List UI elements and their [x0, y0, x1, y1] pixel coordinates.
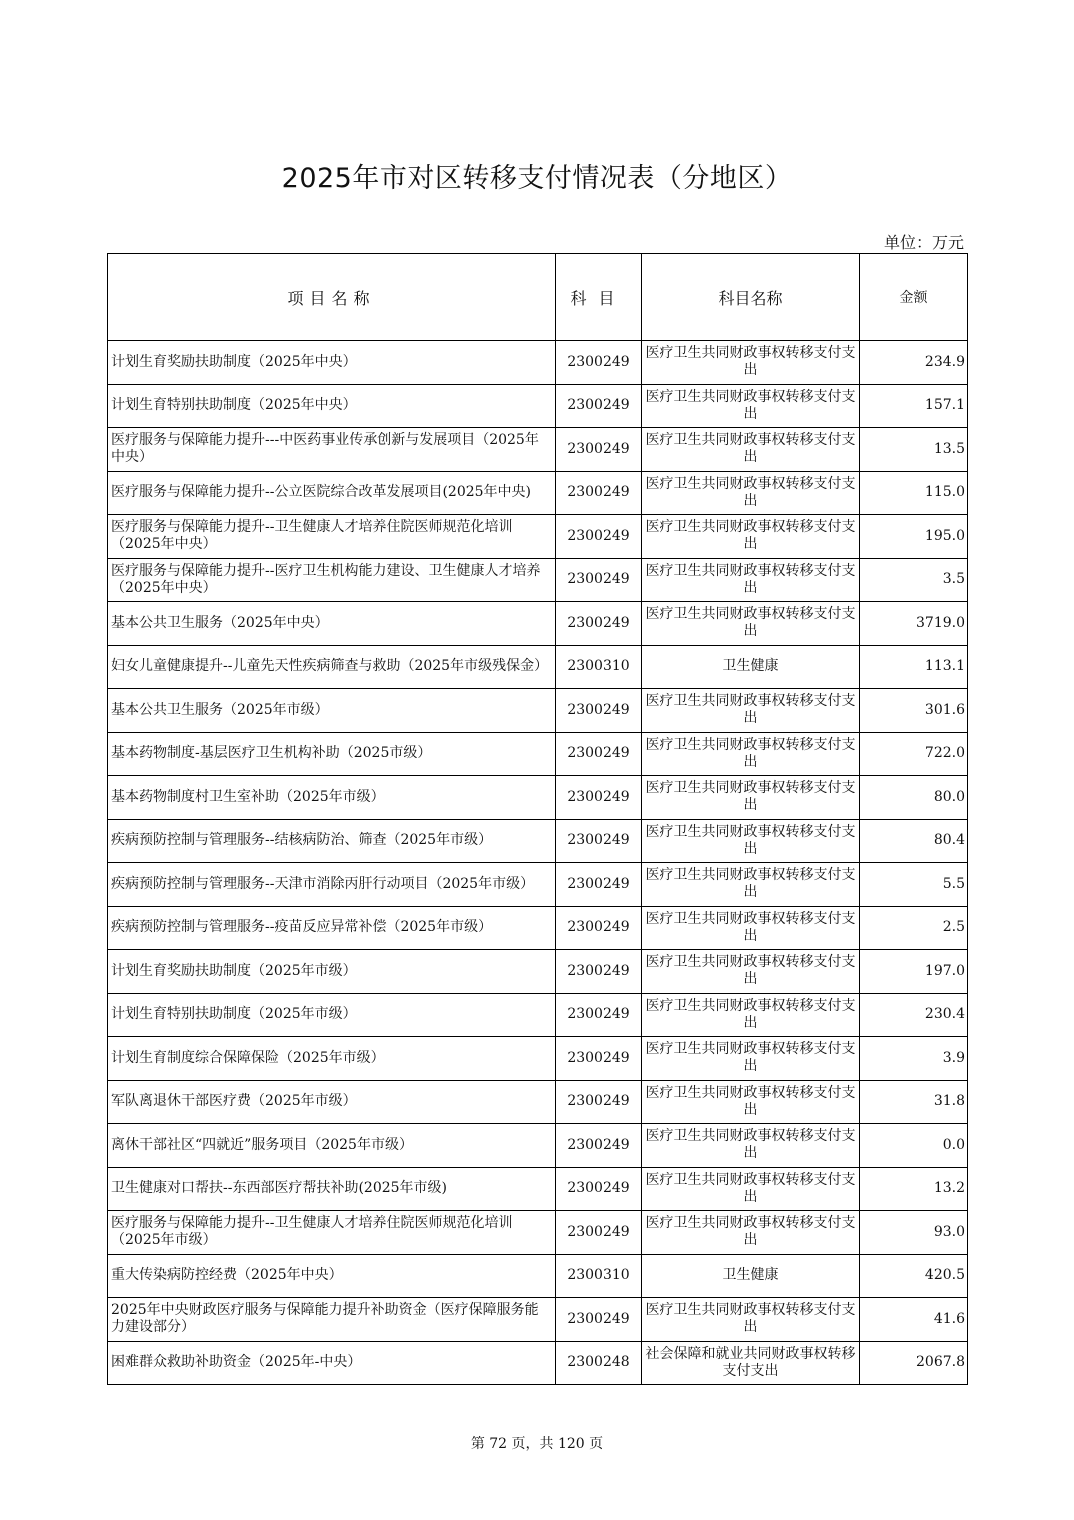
- header-project-name: 项目名称: [108, 254, 556, 341]
- subject-name-cell: 医疗卫生共同财政事权转移支付支出: [642, 732, 860, 776]
- table-row: [108, 776, 968, 820]
- amount-cell: 80.0: [860, 776, 968, 820]
- table-row: [108, 341, 968, 385]
- subject-code-cell: 2300249: [556, 863, 642, 907]
- subject-name-cell: 医疗卫生共同财政事权转移支付支出: [642, 689, 860, 733]
- subject-name-cell: 卫生健康: [642, 1254, 860, 1298]
- subject-code-cell: 2300249: [556, 950, 642, 994]
- page-title: 2025年市对区转移支付情况表（分地区）: [281, 163, 793, 194]
- amount-cell: 31.8: [860, 1080, 968, 1124]
- project-name-cell: 医疗服务与保障能力提升--卫生健康人才培养住院医师规范化培训（2025年市级）: [108, 1211, 556, 1255]
- amount-cell: 5.5: [860, 863, 968, 907]
- project-name-cell: 基本公共卫生服务（2025年市级）: [108, 689, 556, 733]
- project-name-cell: 计划生育特别扶助制度（2025年中央）: [108, 384, 556, 428]
- amount-cell: 13.2: [860, 1167, 968, 1211]
- project-name-cell: 医疗服务与保障能力提升--医疗卫生机构能力建设、卫生健康人才培养（2025年中央）: [108, 558, 556, 602]
- amount-cell: 157.1: [860, 384, 968, 428]
- amount-cell: 195.0: [860, 515, 968, 559]
- subject-name-cell: 医疗卫生共同财政事权转移支付支出: [642, 428, 860, 472]
- table-row: [108, 384, 968, 428]
- subject-name-cell: 医疗卫生共同财政事权转移支付支出: [642, 558, 860, 602]
- project-name-cell: 计划生育制度综合保障保险（2025年市级）: [108, 1037, 556, 1081]
- amount-cell: 2.5: [860, 906, 968, 950]
- page-footer: 第 72 页，共 120 页: [470, 1436, 604, 1452]
- subject-name-cell: 医疗卫生共同财政事权转移支付支出: [642, 341, 860, 385]
- amount-cell: 2067.8: [860, 1341, 968, 1385]
- project-name-cell: 基本公共卫生服务（2025年中央）: [108, 602, 556, 646]
- subject-code-cell: 2300310: [556, 645, 642, 689]
- amount-cell: 0.0: [860, 1124, 968, 1168]
- subject-code-cell: 2300249: [556, 1037, 642, 1081]
- subject-name-cell: 医疗卫生共同财政事权转移支付支出: [642, 515, 860, 559]
- project-name-cell: 疾病预防控制与管理服务--天津市消除丙肝行动项目（2025年市级）: [108, 863, 556, 907]
- table-row: [108, 863, 968, 907]
- subject-code-cell: 2300249: [556, 341, 642, 385]
- table-row: [108, 602, 968, 646]
- header-subject-name: 科目名称: [642, 254, 860, 341]
- amount-cell: 301.6: [860, 689, 968, 733]
- project-name-cell: 基本药物制度-基层医疗卫生机构补助（2025市级）: [108, 732, 556, 776]
- table-row: [108, 950, 968, 994]
- project-name-cell: 军队离退休干部医疗费（2025年市级）: [108, 1080, 556, 1124]
- subject-name-cell: 医疗卫生共同财政事权转移支付支出: [642, 776, 860, 820]
- header-amount: 金额: [860, 254, 968, 341]
- subject-name-cell: 医疗卫生共同财政事权转移支付支出: [642, 1211, 860, 1255]
- subject-code-cell: 2300249: [556, 1211, 642, 1255]
- amount-cell: 13.5: [860, 428, 968, 472]
- subject-name-cell: 医疗卫生共同财政事权转移支付支出: [642, 950, 860, 994]
- subject-code-cell: 2300249: [556, 384, 642, 428]
- subject-name-cell: 医疗卫生共同财政事权转移支付支出: [642, 1080, 860, 1124]
- subject-code-cell: 2300249: [556, 906, 642, 950]
- table-row: [108, 819, 968, 863]
- project-name-cell: 重大传染病防控经费（2025年中央）: [108, 1254, 556, 1298]
- subject-code-cell: 2300248: [556, 1341, 642, 1385]
- subject-name-cell: 医疗卫生共同财政事权转移支付支出: [642, 993, 860, 1037]
- amount-cell: 3.9: [860, 1037, 968, 1081]
- subject-name-cell: 医疗卫生共同财政事权转移支付支出: [642, 1124, 860, 1168]
- subject-code-cell: 2300249: [556, 819, 642, 863]
- amount-cell: 113.1: [860, 645, 968, 689]
- subject-code-cell: 2300249: [556, 1124, 642, 1168]
- amount-cell: 420.5: [860, 1254, 968, 1298]
- subject-name-cell: 医疗卫生共同财政事权转移支付支出: [642, 906, 860, 950]
- table-row: [108, 1124, 968, 1168]
- amount-cell: 230.4: [860, 993, 968, 1037]
- project-name-cell: 医疗服务与保障能力提升--公立医院综合改革发展项目(2025年中央): [108, 471, 556, 515]
- project-name-cell: 疾病预防控制与管理服务--结核病防治、筛查（2025年市级）: [108, 819, 556, 863]
- subject-name-cell: 医疗卫生共同财政事权转移支付支出: [642, 602, 860, 646]
- subject-name-cell: 卫生健康: [642, 645, 860, 689]
- table-row: [108, 1037, 968, 1081]
- table-row: [108, 1341, 968, 1385]
- transfer-payment-table: [107, 253, 968, 1385]
- subject-code-cell: 2300249: [556, 732, 642, 776]
- table-row: [108, 906, 968, 950]
- project-name-cell: 离休干部社区“四就近”服务项目（2025年市级）: [108, 1124, 556, 1168]
- project-name-cell: 困难群众救助补助资金（2025年-中央）: [108, 1341, 556, 1385]
- subject-code-cell: 2300249: [556, 1298, 642, 1342]
- table-row: [108, 428, 968, 472]
- subject-code-cell: 2300310: [556, 1254, 642, 1298]
- amount-cell: 41.6: [860, 1298, 968, 1342]
- subject-code-cell: 2300249: [556, 689, 642, 733]
- table-row: [108, 1080, 968, 1124]
- subject-name-cell: 社会保障和就业共同财政事权转移支付支出: [642, 1341, 860, 1385]
- project-name-cell: 医疗服务与保障能力提升---中医药事业传承创新与发展项目（2025年中央）: [108, 428, 556, 472]
- table-row: [108, 558, 968, 602]
- amount-cell: 197.0: [860, 950, 968, 994]
- subject-code-cell: 2300249: [556, 558, 642, 602]
- table-row: [108, 689, 968, 733]
- unit-label: 单位：万元: [883, 233, 964, 252]
- table-row: [108, 1254, 968, 1298]
- table-row: [108, 1167, 968, 1211]
- subject-name-cell: 医疗卫生共同财政事权转移支付支出: [642, 1167, 860, 1211]
- amount-cell: 115.0: [860, 471, 968, 515]
- subject-name-cell: 医疗卫生共同财政事权转移支付支出: [642, 819, 860, 863]
- subject-name-cell: 医疗卫生共同财政事权转移支付支出: [642, 863, 860, 907]
- amount-cell: 234.9: [860, 341, 968, 385]
- table-row: [108, 1211, 968, 1255]
- subject-code-cell: 2300249: [556, 1167, 642, 1211]
- subject-code-cell: 2300249: [556, 428, 642, 472]
- subject-name-cell: 医疗卫生共同财政事权转移支付支出: [642, 1037, 860, 1081]
- project-name-cell: 疾病预防控制与管理服务--疫苗反应异常补偿（2025年市级）: [108, 906, 556, 950]
- subject-code-cell: 2300249: [556, 993, 642, 1037]
- project-name-cell: 计划生育奖励扶助制度（2025年市级）: [108, 950, 556, 994]
- subject-name-cell: 医疗卫生共同财政事权转移支付支出: [642, 384, 860, 428]
- amount-cell: 80.4: [860, 819, 968, 863]
- amount-cell: 3.5: [860, 558, 968, 602]
- table-row: [108, 993, 968, 1037]
- project-name-cell: 医疗服务与保障能力提升--卫生健康人才培养住院医师规范化培训（2025年中央）: [108, 515, 556, 559]
- project-name-cell: 基本药物制度村卫生室补助（2025年市级）: [108, 776, 556, 820]
- project-name-cell: 计划生育奖励扶助制度（2025年中央）: [108, 341, 556, 385]
- table-row: [108, 471, 968, 515]
- project-name-cell: 2025年中央财政医疗服务与保障能力提升补助资金（医疗保障服务能力建设部分）: [108, 1298, 556, 1342]
- table-row: [108, 515, 968, 559]
- table-row: [108, 732, 968, 776]
- amount-cell: 93.0: [860, 1211, 968, 1255]
- subject-name-cell: 医疗卫生共同财政事权转移支付支出: [642, 1298, 860, 1342]
- project-name-cell: 卫生健康对口帮扶--东西部医疗帮扶补助(2025年市级): [108, 1167, 556, 1211]
- project-name-cell: 妇女儿童健康提升--儿童先天性疾病筛查与救助（2025年市级残保金）: [108, 645, 556, 689]
- table-row: [108, 1298, 968, 1342]
- subject-code-cell: 2300249: [556, 1080, 642, 1124]
- subject-name-cell: 医疗卫生共同财政事权转移支付支出: [642, 471, 860, 515]
- header-subject-code: 科目: [556, 254, 642, 341]
- subject-code-cell: 2300249: [556, 471, 642, 515]
- project-name-cell: 计划生育特别扶助制度（2025年市级）: [108, 993, 556, 1037]
- table-row: [108, 645, 968, 689]
- subject-code-cell: 2300249: [556, 515, 642, 559]
- table-header-row: [108, 254, 968, 341]
- subject-code-cell: 2300249: [556, 776, 642, 820]
- amount-cell: 722.0: [860, 732, 968, 776]
- subject-code-cell: 2300249: [556, 602, 642, 646]
- amount-cell: 3719.0: [860, 602, 968, 646]
